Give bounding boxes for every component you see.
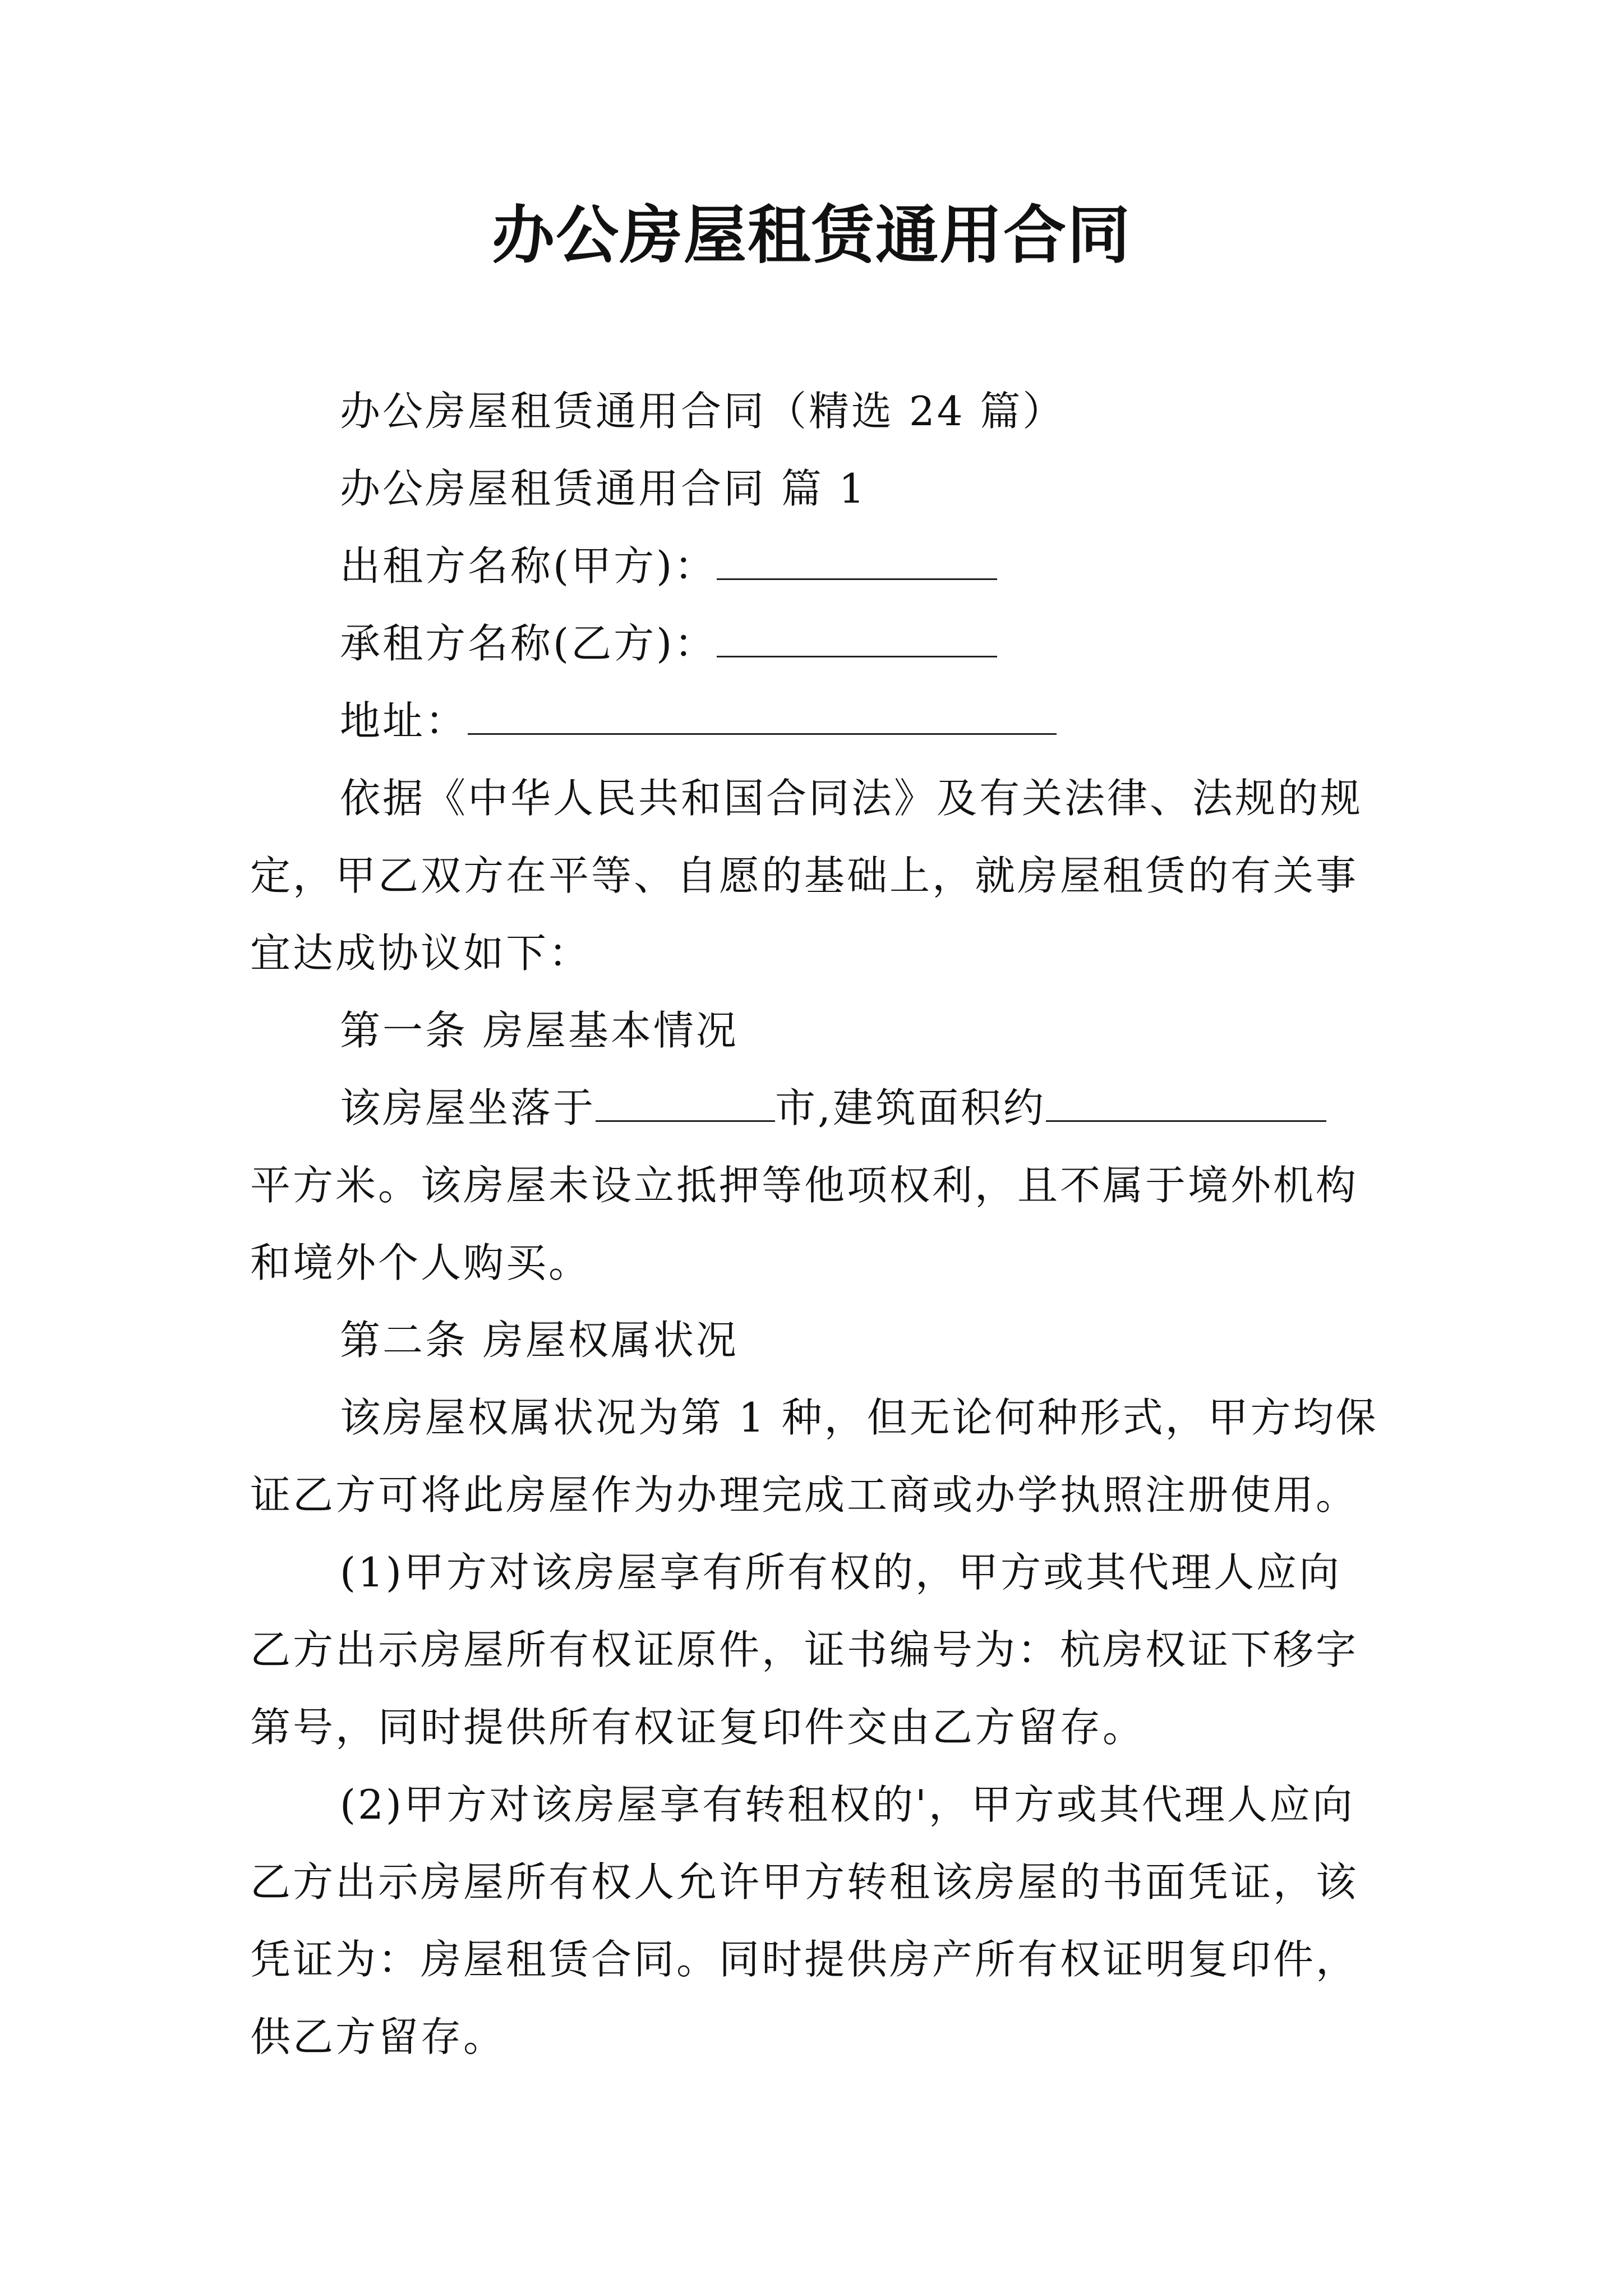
location-line: [250, 1069, 1389, 1147]
article-2-heading: 第二条 房屋权属状况: [340, 1317, 739, 1364]
lessor-name-blank: [717, 533, 997, 580]
area-label: 市,建筑面积约: [775, 1084, 1046, 1131]
location-label: 该房屋坐落于: [340, 1084, 596, 1131]
address-line: [250, 682, 1389, 760]
paragraph-line: 供乙方留存。: [250, 2013, 506, 2060]
section-heading-1: 办公房屋租赁通用合同 篇 1: [340, 465, 867, 512]
paragraph-line: 平方米。该房屋未设立抵押等他项权利，且不属于境外机构: [250, 1162, 1359, 1209]
address-label: 地址：: [340, 697, 468, 744]
lessee-name-line: [250, 605, 1389, 682]
paragraph-line: 定，甲乙双方在平等、自愿的基础上，就房屋租赁的有关事: [250, 852, 1359, 899]
paragraph-line: 第号，同时提供所有权证复印件交由乙方留存。: [250, 1704, 1146, 1751]
paragraph-line: 依据《中华人民共和国合同法》及有关法律、法规的规: [340, 775, 1363, 822]
article-1-heading: 第一条 房屋基本情况: [340, 1007, 739, 1054]
lessor-name-line: [250, 527, 1389, 605]
document-body: [250, 372, 1389, 2076]
paragraph-line: 和境外个人购买。: [250, 1239, 592, 1286]
subtitle-line: 办公房屋租赁通用合同（精选 24 篇）: [340, 388, 1066, 435]
paragraph-line: 凭证为：房屋租赁合同。同时提供房产所有权证明复印件，: [250, 1936, 1359, 1983]
lessee-name-label: 承租方名称(乙方)：: [340, 620, 717, 667]
address-blank: [468, 688, 1057, 735]
lessor-name-label: 出租方名称(甲方)：: [340, 542, 717, 590]
paragraph-line: 乙方出示房屋所有权人允许甲方转租该房屋的书面凭证，该: [250, 1858, 1359, 1906]
city-blank: [596, 1075, 775, 1122]
document-title: 办公房屋租赁通用合同: [492, 199, 1131, 272]
paragraph-line: 宜达成协议如下：: [250, 930, 592, 977]
lessee-name-blank: [717, 611, 997, 657]
area-blank: [1046, 1075, 1326, 1122]
paragraph-line: 该房屋权属状况为第 1 种，但无论何种形式，甲方均保: [340, 1394, 1378, 1441]
clause-2-line: (2)甲方对该房屋享有转租权的'，甲方或其代理人应向: [340, 1781, 1355, 1828]
paragraph-line: 证乙方可将此房屋作为办理完成工商或办学执照注册使用。: [250, 1471, 1359, 1519]
clause-1-line: (1)甲方对该房屋享有所有权的，甲方或其代理人应向: [340, 1549, 1341, 1596]
paragraph-line: 乙方出示房屋所有权证原件，证书编号为：杭房权证下移字: [250, 1626, 1359, 1673]
